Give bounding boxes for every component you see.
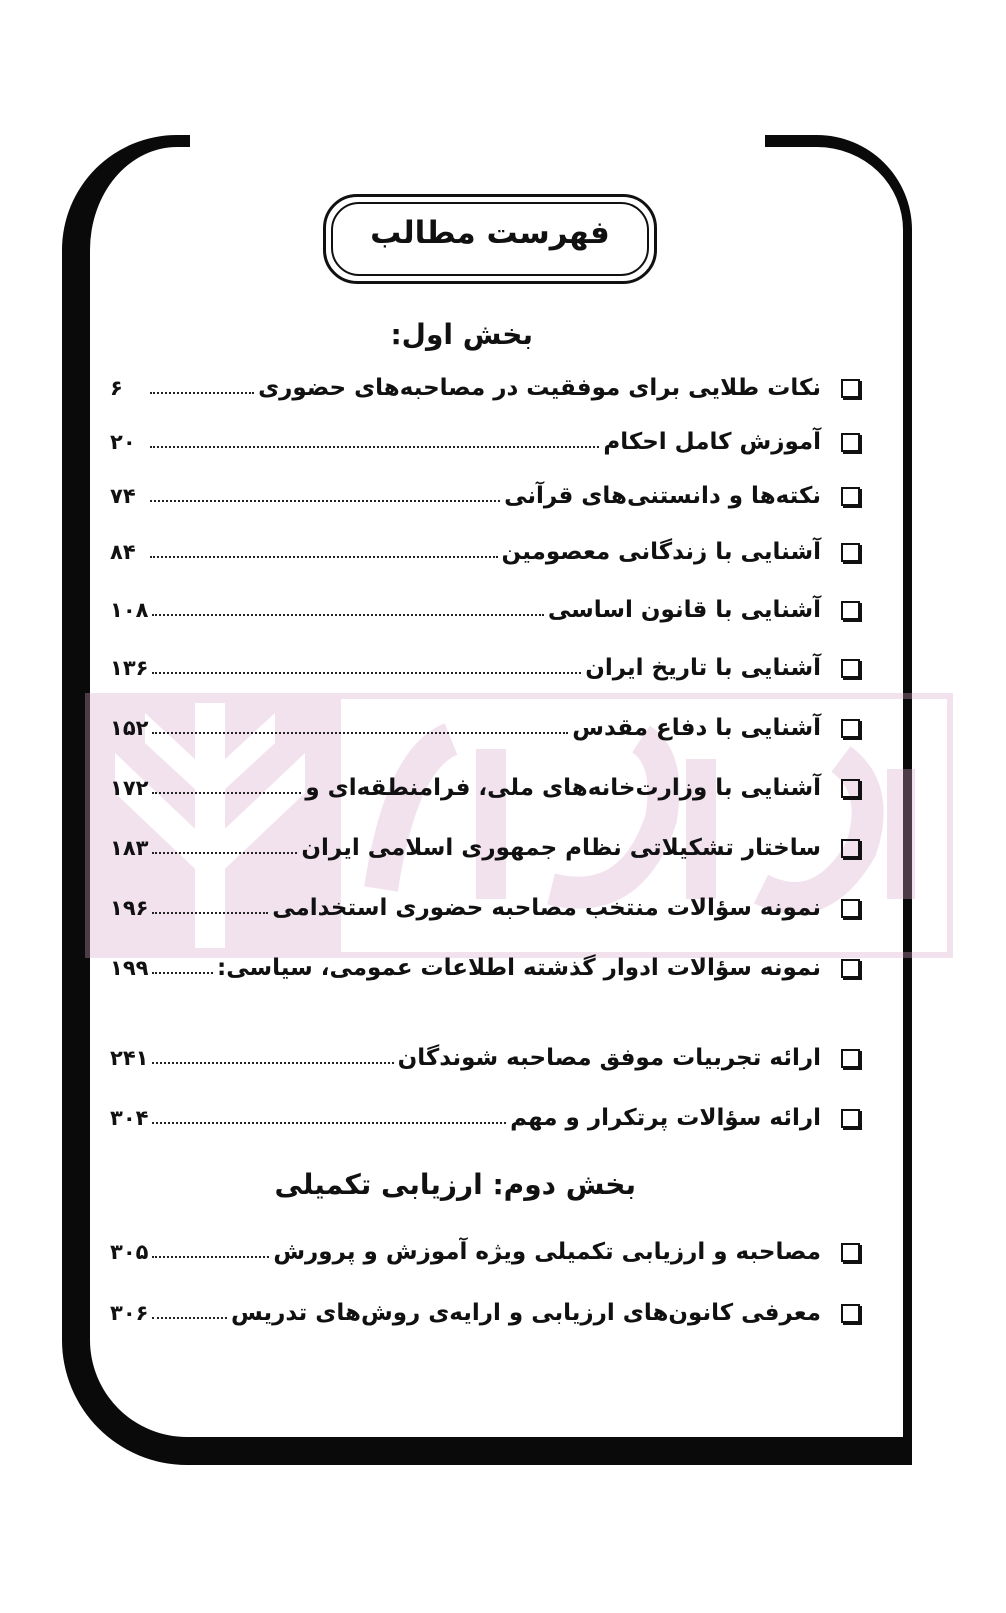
toc-entry[interactable] xyxy=(110,368,860,408)
dot-leader xyxy=(152,1122,506,1124)
checkbox-icon xyxy=(841,1243,860,1262)
dot-leader xyxy=(150,392,254,394)
entry-title: ارائه سؤالات پرتکرار و مهم xyxy=(510,1105,821,1131)
entry-title: آشنایی با تاریخ ایران xyxy=(585,655,821,681)
entry-title: آشنایی با قانون اساسی xyxy=(547,597,821,623)
toc-title-box xyxy=(323,194,657,284)
checkbox-icon xyxy=(841,1304,860,1323)
entry-title: ساختار تشکیلاتی نظام جمهوری اسلامی ایران xyxy=(301,835,821,861)
page-number: ۸۴ xyxy=(110,540,136,564)
page-title: فهرست مطالب xyxy=(370,215,610,251)
dot-leader xyxy=(152,1256,269,1258)
checkbox-icon xyxy=(841,899,860,918)
entry-title: معرفی کانون‌های ارزیابی و ارایه‌ی روش‌های تدریس xyxy=(230,1300,821,1326)
page-number: ۳۰۴ xyxy=(110,1106,149,1130)
dot-leader xyxy=(150,556,498,558)
checkbox-icon xyxy=(841,601,860,620)
page-number: ۱۰۸ xyxy=(110,598,149,622)
checkbox-icon xyxy=(841,719,860,738)
dot-leader xyxy=(150,500,500,502)
checkbox-icon xyxy=(841,839,860,858)
page-number: ۳۰۶ xyxy=(110,1301,149,1325)
checkbox-icon xyxy=(841,1109,860,1128)
dot-leader xyxy=(152,852,297,854)
page-number: ۲۴۱ xyxy=(110,1046,149,1070)
toc-entry[interactable] xyxy=(110,590,860,630)
checkbox-icon xyxy=(841,1049,860,1068)
entry-title: ارائه تجربیات موفق مصاحبه شوندگان xyxy=(397,1045,821,1071)
checkbox-icon xyxy=(841,433,860,452)
entry-title: نمونه سؤالات منتخب مصاحبه حضوری استخدامی xyxy=(272,895,821,921)
page-number: ۷۴ xyxy=(110,484,136,508)
entry-title: آشنایی با زندگانی معصومین xyxy=(501,539,821,565)
dot-leader xyxy=(152,1317,227,1319)
checkbox-icon xyxy=(841,379,860,398)
toc-entry[interactable] xyxy=(110,1293,860,1333)
entry-title: آموزش کامل احکام xyxy=(603,429,821,455)
section-1-heading: بخش اول: xyxy=(390,318,533,351)
checkbox-icon xyxy=(841,959,860,978)
page-number: ۱۹۹ xyxy=(110,956,149,980)
toc-entry[interactable] xyxy=(110,648,860,688)
dot-leader xyxy=(152,614,543,616)
page-number: ۳۰۵ xyxy=(110,1240,149,1264)
dot-leader xyxy=(152,672,581,674)
page-number: ۱۷۲ xyxy=(110,776,149,800)
entry-title: آشنایی با وزارت‌خانه‌های ملی، فرامنطقه‌ای و xyxy=(305,775,821,801)
toc-entry[interactable] xyxy=(110,1098,860,1138)
dot-leader xyxy=(150,446,599,448)
toc-entry[interactable] xyxy=(110,532,860,572)
checkbox-icon xyxy=(841,659,860,678)
toc-entry[interactable] xyxy=(110,708,860,748)
page-number: ۶ xyxy=(110,376,123,400)
toc-entry[interactable] xyxy=(110,476,860,516)
toc-entry[interactable] xyxy=(110,422,860,462)
dot-leader xyxy=(152,1062,393,1064)
checkbox-icon xyxy=(841,779,860,798)
entry-title: نکات طلایی برای موفقیت در مصاحبه‌های حضوری xyxy=(258,375,821,401)
page-number: ۲۰ xyxy=(110,430,136,454)
toc-entry[interactable] xyxy=(110,768,860,808)
page-number: ۱۹۶ xyxy=(110,896,149,920)
dot-leader xyxy=(152,792,301,794)
checkbox-icon xyxy=(841,487,860,506)
toc-entry[interactable] xyxy=(110,828,860,868)
toc-entry[interactable] xyxy=(110,888,860,928)
page-number: ۱۵۲ xyxy=(110,716,149,740)
checkbox-icon xyxy=(841,543,860,562)
entry-title: نمونه سؤالات ادوار گذشته اطلاعات عمومی، سیاسی: xyxy=(217,955,821,981)
page-number: ۱۸۳ xyxy=(110,836,149,860)
toc-entry[interactable] xyxy=(110,1232,860,1272)
frame-gap xyxy=(190,128,765,150)
entry-title: مصاحبه و ارزیابی تکمیلی ویژه آموزش و پرورش xyxy=(273,1239,821,1265)
toc-entry[interactable] xyxy=(110,948,860,988)
dot-leader xyxy=(152,972,213,974)
dot-leader xyxy=(152,732,568,734)
page-number: ۱۳۶ xyxy=(110,656,149,680)
toc-entry[interactable] xyxy=(110,1038,860,1078)
dot-leader xyxy=(152,912,268,914)
entry-title: آشنایی با دفاع مقدس xyxy=(572,715,821,741)
section-2-heading: بخش دوم: ارزیابی تکمیلی xyxy=(274,1168,636,1201)
entry-title: نکته‌ها و دانستنی‌های قرآنی xyxy=(504,483,821,509)
